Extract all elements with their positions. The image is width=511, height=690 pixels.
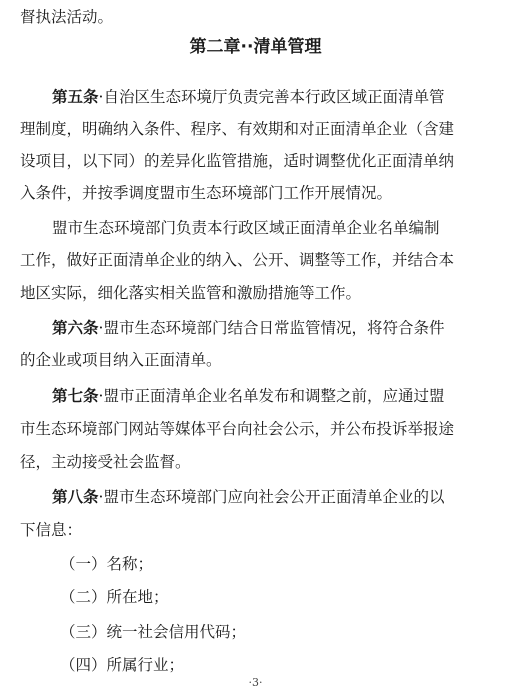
text-line: 市生态环境部门网站等媒体平台向社会公示，并公布投诉举报途 — [20, 420, 455, 438]
chapter-heading: 第二章··清单管理 — [189, 37, 322, 57]
list-item: （二）所在地； — [60, 588, 169, 606]
list-item: （一）名称； — [60, 555, 154, 573]
article-7-line-1: 第七条·盟市正面清单企业名单发布和调整之前，应通过盟 — [0, 381, 511, 411]
text-line: 入条件，并按季调度盟市生态环境部门工作开展情况。 — [20, 184, 393, 202]
list-item: （四）所属行业； — [60, 656, 185, 674]
article-6-label: 第六条 — [52, 319, 99, 337]
article-5-line-1: 第五条·自治区生态环境厅负责完善本行政区域正面清单管 — [0, 82, 511, 112]
article-5-label: 第五条 — [52, 88, 99, 106]
text-line: 地区实际，细化落实相关监管和激励措施等工作。 — [20, 284, 362, 302]
text-line: 理制度，明确纳入条件、程序、有效期和对正面清单企业（含建 — [20, 120, 455, 138]
article-6-line-1: 第六条·盟市生态环境部门结合日常监管情况，将符合条件 — [0, 313, 511, 343]
text-line: 的企业或项目纳入正面清单。 — [20, 351, 222, 369]
text-line: 设项目，以下同）的差异化监管措施，适时调整优化正面清单纳 — [20, 152, 455, 170]
text-line: 下信息： — [20, 521, 83, 539]
list-item: （三）统一社会信用代码； — [60, 623, 247, 641]
text-line: 盟市生态环境部门负责本行政区域正面清单企业名单编制 — [52, 219, 440, 237]
text-line: 径，主动接受社会监督。 — [20, 453, 191, 471]
article-8-line-1: 第八条·盟市生态环境部门应向社会公开正面清单企业的以 — [0, 482, 511, 512]
article-7-label: 第七条 — [52, 387, 99, 405]
article-8-label: 第八条 — [52, 488, 99, 506]
text-line: 工作，做好正面清单企业的纳入、公开、调整等工作，并结合本 — [20, 251, 455, 269]
page-number: ·3· — [248, 676, 263, 689]
text-line: 督执法活动。 — [20, 8, 114, 26]
